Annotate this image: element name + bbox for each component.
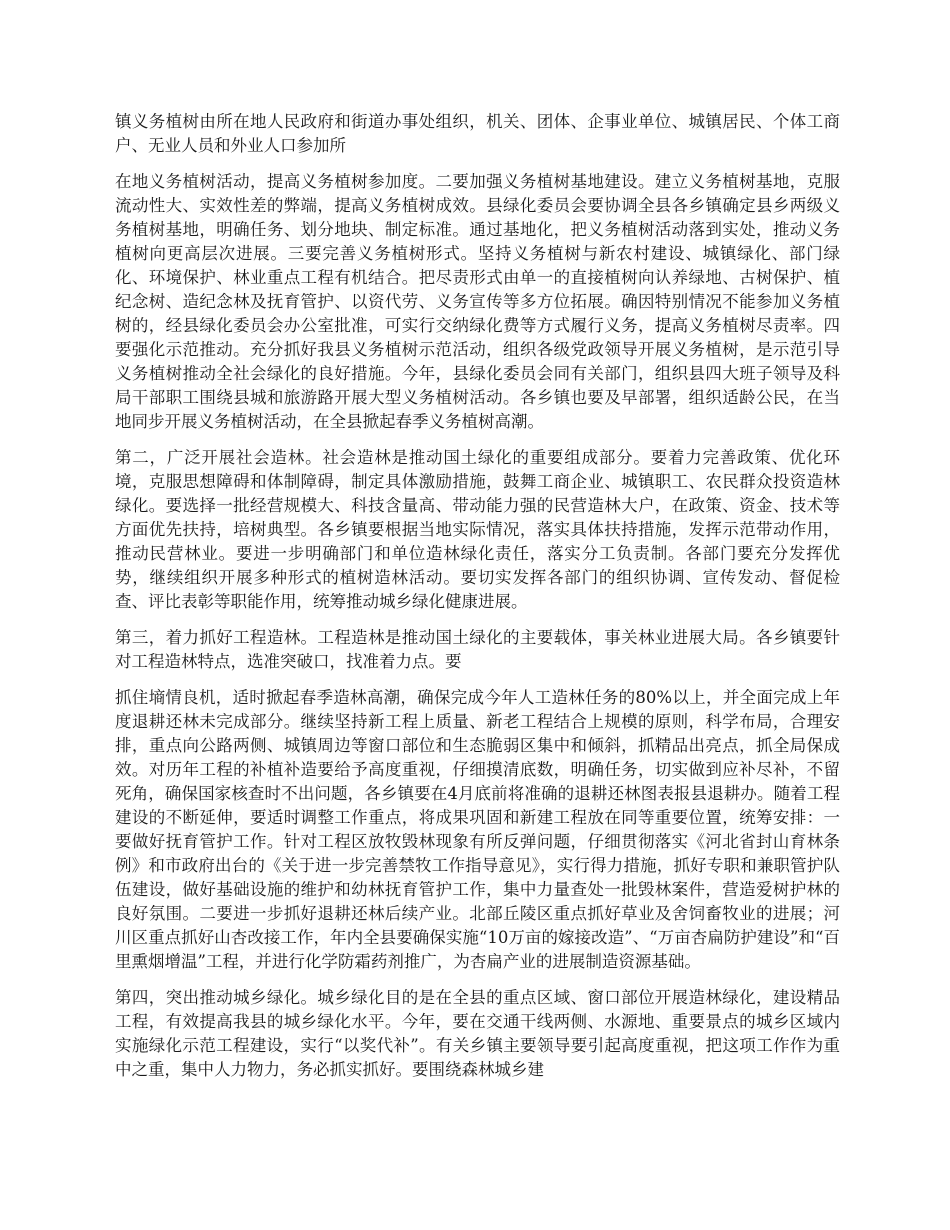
paragraph-2: 在地义务植树活动，提高义务植树参加度。二要加强义务植树基地建设。建立义务植树基地，克服流动性大、实效性差的弊端，提高义务植树成效。县绿化委员会要协调全县各乡镇确定县乡两级义务植树基地，明确任务、划分地块、制定标准。通过基地化，把义务植树活动落到实处，推动义务植树向更高层次进展。三要完善义务植树形式。坚持义务植树与新农村建设、城镇绿化、部门绿化、环境保护、林业重点工程有机结合。把尽责形式由单一的直接植树向认养绿地、古树保护、植纪念树、造纪念林及抚育管护、以资代劳、义务宣传等多方位拓展。确因特别情况不能参加义务植树的，经县绿化委员会办公室批准，可实行交纳绿化费等方式履行义务，提高义务植树尽责率。四要强化示范推动。充分抓好我县义务植树示范活动，组织各级党政领导开展义务植树，是示范引导义务植树推动全社会绿化的良好措施。今年，县绿化委员会同有关部门，组织县四大班子领导及科局干部职工围绕县城和旅游路开展大型义务植树活动。各乡镇也要及早部署，组织适龄公民，在当地同步开展义务植树活动，在全县掀起春季义务植树高潮。: [115, 172, 840, 431]
paragraph-3: 第二，广泛开展社会造林。社会造林是推动国土绿化的重要组成部分。要着力完善政策、优化环境，克服思想障碍和体制障碍，制定具体激励措施，鼓舞工商企业、城镇职工、农民群众投资造林绿化。要选择一批经营规模大、科技含量高、带动能力强的民营造林大户，在政策、资金、技术等方面优先扶持，培树典型。各乡镇要根据当地实际情况，落实具体扶持措施，发挥示范带动作用，推动民营林业。要进一步明确部门和单位造林绿化责任，落实分工负责制。各部门要充分发挥优势，继续组织开展多种形式的植树造林活动。要切实发挥各部门的组织协调、宣传发动、督促检查、评比表彰等职能作用，统筹推动城乡绿化健康进展。: [115, 448, 840, 611]
paragraph-4: 第三，着力抓好工程造林。工程造林是推动国土绿化的主要载体，事关林业进展大局。各乡镇要针对工程造林特点，选准突破口，找准着力点。要: [115, 628, 840, 671]
paragraph-6: 第四，突出推动城乡绿化。城乡绿化目的是在全县的重点区域、窗口部位开展造林绿化，建设精品工程，有效提高我县的城乡绿化水平。今年，要在交通干线两侧、水源地、重要景点的城乡区域内实施绿化示范工程建设，实行“以奖代补”。有关乡镇主要领导要引起高度重视，把这项工作作为重中之重，集中人力物力，务必抓实抓好。要围绕森林城乡建: [115, 988, 840, 1079]
paragraph-5: 抓住墒情良机，适时掀起春季造林高潮，确保完成今年人工造林任务的80%以上，并全面完成上年度退耕还林未完成部分。继续坚持新工程上质量、新老工程结合上规模的原则，科学布局，合理安排，重点向公路两侧、城镇周边等窗口部位和生态脆弱区集中和倾斜，抓精品出亮点，抓全局保成效。对历年工程的补植补造要给予高度重视，仔细摸清底数，明确任务，切实做到应补尽补，不留死角，确保国家核查时不出问题，各乡镇要在4月底前将准确的退耕还林图表报县退耕办。随着工程建设的不断延伸，要适时调整工作重点，将成果巩固和新建工程放在同等重要位置，统筹安排：一要做好抚育管护工作。针对工程区放牧毁林现象有所反弹问题，仔细贯彻落实《河北省封山育林条例》和市政府出台的《关于进一步完善禁牧工作指导意见》，实行得力措施，抓好专职和兼职管护队伍建设，做好基础设施的维护和幼林抚育管护工作，集中力量查处一批毁林案件，营造爱树护林的良好氛围。二要进一步抓好退耕还林后续产业。北部丘陵区重点抓好草业及舍饲畜牧业的进展；河川区重点抓好山杏改接工作，年内全县要确保实施“10万亩的嫁接改造”、“万亩杏扁防护建设”和“百里熏烟增温”工程，并进行化学防霜药剂推广，为杏扁产业的进展制造资源基础。: [115, 688, 840, 971]
document-body: [115, 110, 840, 1094]
paragraph-1: 镇义务植树由所在地人民政府和街道办事处组织，机关、团体、企事业单位、城镇居民、个体工商户、无业人员和外业人口参加所: [115, 112, 840, 155]
